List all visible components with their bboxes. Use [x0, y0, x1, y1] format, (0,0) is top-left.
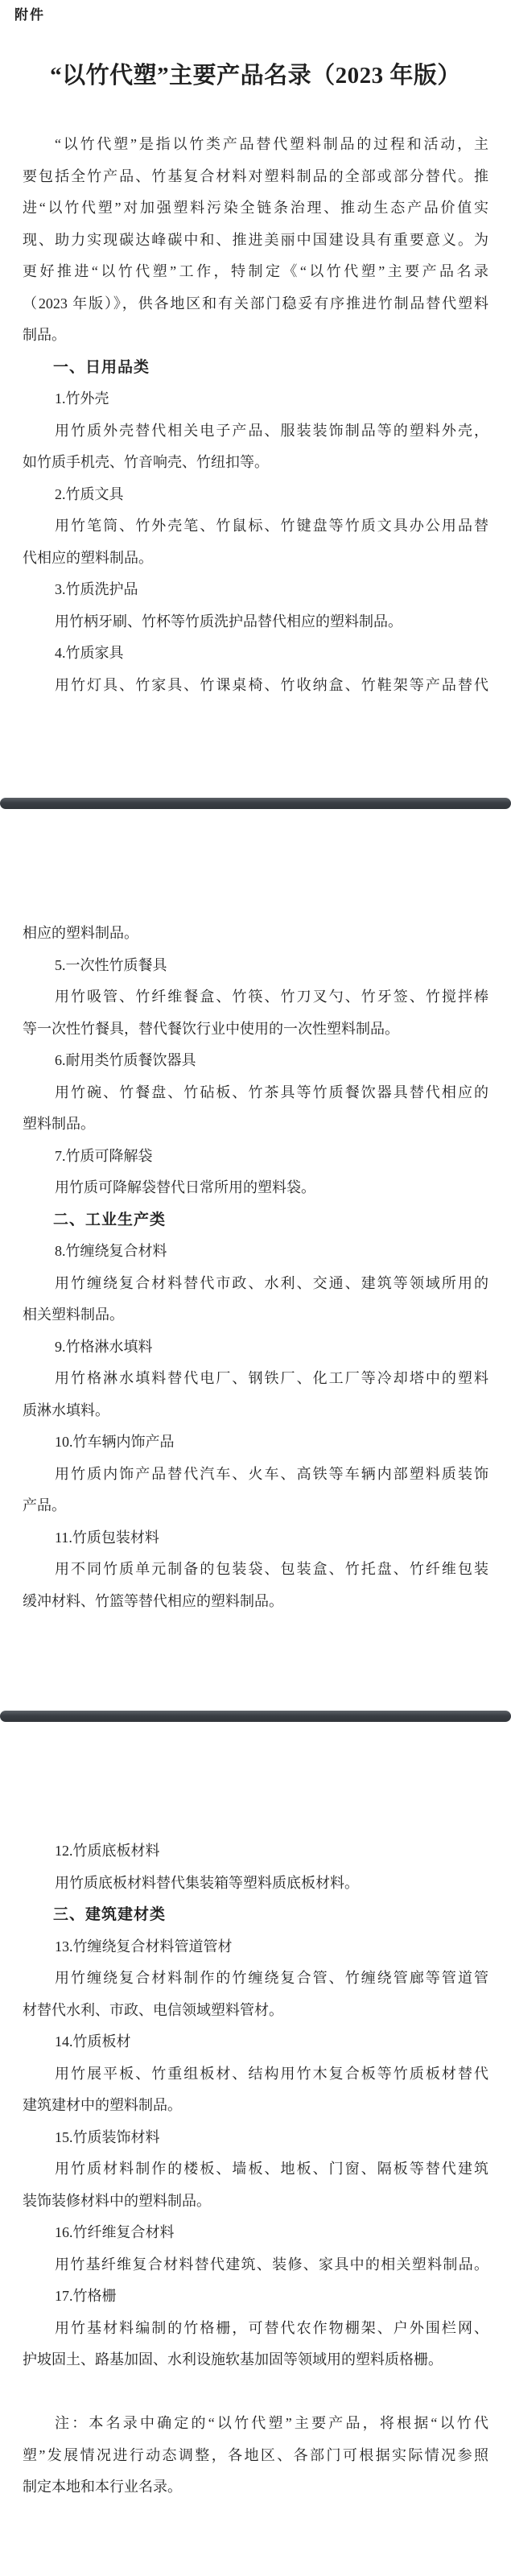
- section-heading: 一、日用品类: [53, 358, 150, 376]
- paragraph-line: 装饰装修材料中的塑料制品。: [23, 2192, 211, 2209]
- paragraph-line: 用竹吸管、竹纤维餐盒、竹筷、竹刀叉勺、竹牙签、竹搅拌棒: [55, 989, 488, 1005]
- paragraph-line: “以竹代塑”是指以竹类产品替代塑料制品的过程和活动，主: [55, 136, 488, 152]
- item-title: 12.竹质底板材料: [55, 1843, 160, 1859]
- paragraph-line: 用竹基材料编制的竹格栅，可替代农作物棚架、户外围栏网、: [55, 2319, 488, 2336]
- item-title: 13.竹缠绕复合材料管道管材: [55, 1938, 233, 1955]
- paragraph-line: 产品。: [23, 1497, 66, 1513]
- paragraph-line: 质淋水填料。: [23, 1402, 109, 1418]
- paragraph-line: 塑料制品。: [23, 1116, 95, 1132]
- paragraph-line: 塑”发展情况进行动态调整，各地区、各部门可根据实际情况参照: [23, 2446, 488, 2463]
- paragraph-line: 用竹缠绕复合材料制作的竹缠绕复合管、竹缠绕管廊等管道管: [55, 1970, 488, 1986]
- paragraph-line: 如竹质手机壳、竹音响壳、竹纽扣等。: [23, 454, 269, 470]
- paragraph-line: 用竹展平板、竹重组板材、结构用竹木复合板等竹质板材替代: [55, 2065, 488, 2082]
- paragraph-line: 制定本地和本行业名录。: [23, 2479, 182, 2495]
- section-heading: 二、工业生产类: [53, 1211, 167, 1228]
- item-title: 2.竹质文具: [55, 485, 124, 502]
- paragraph-line: 用竹格淋水填料替代电厂、钢铁厂、化工厂等冷却塔中的塑料: [55, 1370, 488, 1386]
- item-title: 3.竹质洗护品: [55, 581, 138, 597]
- paragraph-line: 用竹碗、竹餐盘、竹砧板、竹茶具等竹质餐饮器具替代相应的: [55, 1084, 488, 1100]
- paragraph-line: 护坡固土、路基加固、水利设施软基加固等领域用的塑料质格栅。: [23, 2351, 443, 2368]
- page-1: [23, 129, 488, 701]
- item-title: 15.竹质装饰材料: [55, 2128, 160, 2145]
- item-title: 14.竹质板材: [55, 2033, 131, 2050]
- page-separator-2: [0, 1711, 511, 1722]
- item-title: 1.竹外壳: [55, 390, 109, 407]
- paragraph-line: 现、助力实现碳达峰碳中和、推进美丽中国建设具有重要意义。为: [23, 231, 488, 248]
- paragraph-line: 进“以竹代塑”对加强塑料污染全链条治理、推动生态产品价值实: [23, 200, 488, 216]
- page-separator-1: [0, 798, 511, 809]
- paragraph-line: 用竹质可降解袋替代日常所用的塑料袋。: [55, 1179, 315, 1195]
- paragraph-line: 用竹缠绕复合材料替代市政、水利、交通、建筑等领域所用的: [55, 1274, 488, 1291]
- paragraph-line: 建筑建材中的塑料制品。: [23, 2097, 182, 2113]
- paragraph-line: 材替代水利、市政、电信领域塑料管材。: [23, 2001, 283, 2018]
- paragraph-line: 相关塑料制品。: [23, 1307, 124, 1323]
- paragraph-line: 用竹柄牙刷、竹杯等竹质洗护品替代相应的塑料制品。: [55, 613, 402, 630]
- paragraph-line: 用竹笔筒、竹外壳笔、竹鼠标、竹键盘等竹质文具办公用品替: [55, 518, 488, 534]
- paragraph-line: （2023 年版）》，供各地区和有关部门稳妥有序推进竹制品替代塑料: [23, 295, 488, 312]
- item-title: 5.一次性竹质餐具: [55, 956, 167, 973]
- item-title: 6.耐用类竹质餐饮器具: [55, 1052, 196, 1068]
- paragraph-line: 用竹质材料制作的楼板、墙板、地板、门窗、隔板等替代建筑: [55, 2161, 488, 2177]
- page-3: [23, 1835, 488, 2504]
- paragraph-line: 制品。: [23, 327, 66, 343]
- paragraph-line: 用竹质外壳替代相关电子产品、服装装饰制品等的塑料外壳，: [55, 422, 488, 439]
- paragraph-line: 用竹质底板材料替代集装箱等塑料质底板材料。: [55, 1874, 359, 1891]
- paragraph-line: 等一次性竹餐具，替代餐饮行业中使用的一次性塑料制品。: [23, 1020, 399, 1037]
- item-title: 16.竹纤维复合材料: [55, 2224, 175, 2240]
- paragraph-line: 更好推进“以竹代塑”工作，特制定《“以竹代塑”主要产品名录: [23, 263, 488, 279]
- item-title: 10.竹车辆内饰产品: [55, 1434, 175, 1450]
- paragraph-line: 用竹质内饰产品替代汽车、火车、高铁等车辆内部塑料质装饰: [55, 1465, 488, 1482]
- page-2: [23, 918, 488, 1617]
- paragraph-line: 注：本名录中确定的“以竹代塑”主要产品，将根据“以竹代: [55, 2415, 488, 2431]
- blank-line: [23, 2376, 488, 2409]
- section-heading: 三、建筑建材类: [53, 1906, 167, 1923]
- paragraph-line: 用竹基纤维复合材料替代建筑、装修、家具中的相关塑料制品。: [55, 2256, 488, 2273]
- item-title: 9.竹格淋水填料: [55, 1338, 153, 1355]
- item-title: 11.竹质包装材料: [55, 1529, 159, 1546]
- paragraph-line: 代相应的塑料制品。: [23, 549, 153, 566]
- item-title: 4.竹质家具: [55, 645, 124, 661]
- paragraph-line: 相应的塑料制品。: [23, 925, 138, 941]
- paragraph-line: 用不同竹质单元制备的包装袋、包装盒、竹托盘、竹纤维包装: [55, 1561, 488, 1577]
- paragraph-line: 用竹灯具、竹家具、竹课桌椅、竹收纳盒、竹鞋架等产品替代: [55, 676, 488, 693]
- item-title: 17.竹格栅: [55, 2288, 117, 2304]
- item-title: 8.竹缠绕复合材料: [55, 1243, 167, 1259]
- document-title: “以竹代塑”主要产品名录（2023 年版）: [50, 63, 461, 89]
- paragraph-line: 要包括全竹产品、竹基复合材料对塑料制品的全部或部分替代。推: [23, 167, 488, 184]
- item-title: 7.竹质可降解袋: [55, 1147, 153, 1164]
- attachment-label: 附件: [14, 7, 45, 23]
- paragraph-line: 缓冲材料、竹篮等替代相应的塑料制品。: [23, 1592, 283, 1609]
